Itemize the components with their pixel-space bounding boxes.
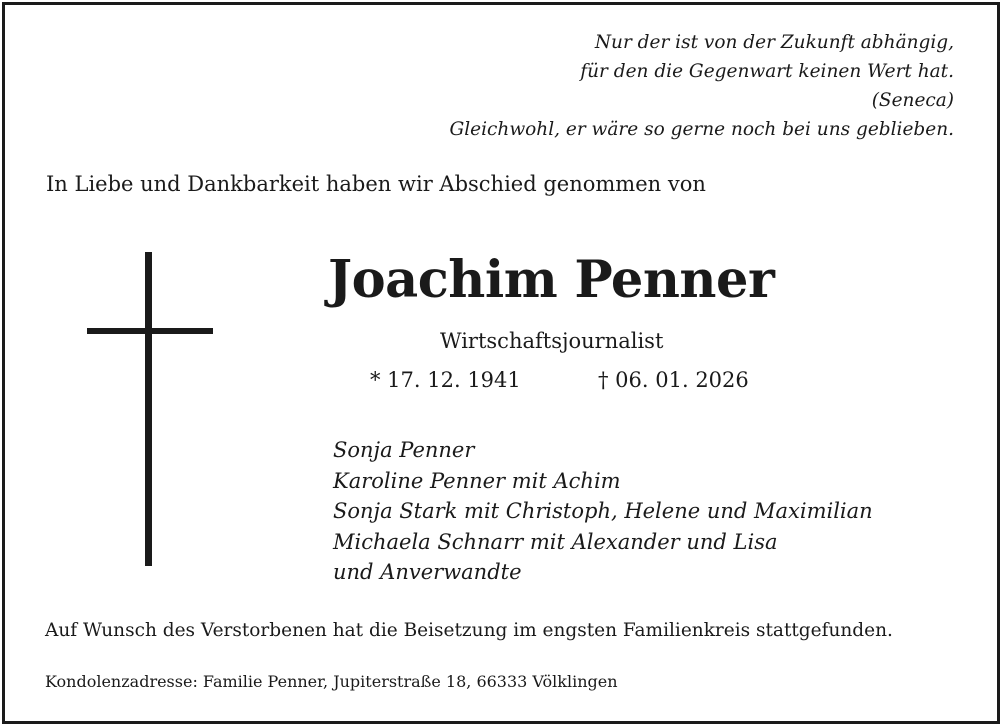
burial-notice: Auf Wunsch des Verstorbenen hat die Beisetzung im engsten Familienkreis stattgefunden. bbox=[45, 620, 893, 641]
condolence-address: Kondolenzadresse: Familie Penner, Jupiterstraße 18, 66333 Völklingen bbox=[45, 672, 618, 691]
deceased-name: Joachim Penner bbox=[328, 250, 775, 310]
mourner-entry: und Anverwandte bbox=[333, 560, 522, 584]
birth-date: * 17. 12. 1941 bbox=[370, 368, 521, 392]
quote-line: Nur der ist von der Zukunft abhängig, bbox=[594, 32, 954, 53]
quote-line: Gleichwohl, er wäre so gerne noch bei uns geblieben. bbox=[449, 119, 954, 140]
quote-block bbox=[449, 28, 954, 144]
cross-horizontal-bar bbox=[87, 328, 213, 334]
mourner-entry: Sonja Penner bbox=[333, 438, 475, 462]
death-date: † 06. 01. 2026 bbox=[598, 368, 749, 392]
mourner-entry: Karoline Penner mit Achim bbox=[333, 468, 621, 493]
cross-vertical-bar bbox=[145, 252, 152, 566]
quote-line: für den die Gegenwart keinen Wert hat. bbox=[580, 61, 954, 82]
mourners-list bbox=[333, 435, 873, 588]
deceased-profession: Wirtschaftsjournalist bbox=[440, 329, 664, 353]
mourner-entry: Sonja Stark mit Christoph, Helene und Maximilian bbox=[333, 499, 873, 523]
intro-text: In Liebe und Dankbarkeit haben wir Abschied genommen von bbox=[46, 172, 706, 196]
mourner-entry: Michaela Schnarr mit Alexander und Lisa bbox=[333, 529, 778, 554]
quote-attribution: (Seneca) bbox=[871, 90, 954, 111]
